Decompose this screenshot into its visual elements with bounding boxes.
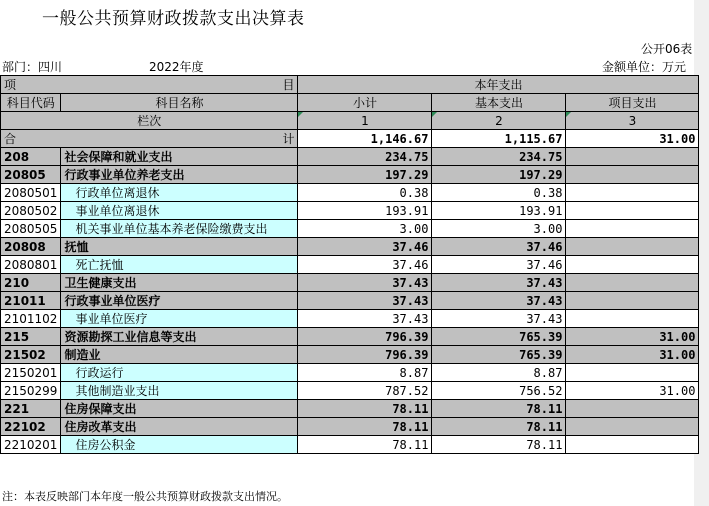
row-basic: 193.91 [432,202,566,220]
row-basic: 765.39 [432,346,566,364]
row-project [566,148,699,166]
row-code: 22102 [1,418,61,436]
table-row [1,274,699,292]
row-basic: 37.46 [432,238,566,256]
table-row [1,400,699,418]
table-row [1,328,699,346]
row-subtotal: 37.43 [298,274,432,292]
row-project [566,400,699,418]
row-code: 2080505 [1,220,61,238]
name-header: 科目名称 [61,94,298,112]
row-subtotal: 234.75 [298,148,432,166]
table-row [1,202,699,220]
table-row [1,418,699,436]
project-header: 项目支出 [566,94,699,112]
table-row [1,436,699,454]
row-project: 31.00 [566,382,699,400]
table-row [1,166,699,184]
col-no-label: 栏次 [1,112,298,130]
row-name: 住房公积金 [61,436,298,454]
row-basic: 37.43 [432,274,566,292]
row-subtotal: 78.11 [298,400,432,418]
row-project [566,220,699,238]
row-basic: 78.11 [432,436,566,454]
row-project [566,256,699,274]
row-project: 31.00 [566,328,699,346]
row-subtotal: 796.39 [298,346,432,364]
row-subtotal: 37.46 [298,256,432,274]
row-subtotal: 8.87 [298,364,432,382]
department-label: 部门：四川 [2,60,63,74]
basic-header: 基本支出 [432,94,566,112]
row-project [566,274,699,292]
item-header [1,76,298,94]
row-subtotal: 0.38 [298,184,432,202]
table-row [1,292,699,310]
row-project [566,238,699,256]
row-subtotal: 787.52 [298,382,432,400]
row-code: 2210201 [1,436,61,454]
row-name: 制造业 [61,346,298,364]
total-subtotal: 1,146.67 [298,130,432,148]
row-basic: 756.52 [432,382,566,400]
row-name: 行政运行 [61,364,298,382]
row-subtotal: 197.29 [298,166,432,184]
row-project [566,184,699,202]
col-no-1: 1 [298,112,432,130]
row-project [566,310,699,328]
row-project [566,364,699,382]
row-name: 抚恤 [61,238,298,256]
row-name: 资源勘探工业信息等支出 [61,328,298,346]
row-code: 210 [1,274,61,292]
row-code: 2080501 [1,184,61,202]
unit-label: 金额单位：万元 [602,60,687,74]
row-subtotal: 796.39 [298,328,432,346]
current-year-header: 本年支出 [298,76,699,94]
col-no-2: 2 [432,112,566,130]
row-project [566,418,699,436]
row-code: 208 [1,148,61,166]
total-label [1,130,298,148]
total-row [1,130,699,148]
table-row [1,220,699,238]
row-subtotal: 78.11 [298,418,432,436]
row-project: 31.00 [566,346,699,364]
table-row [1,346,699,364]
row-subtotal: 37.43 [298,292,432,310]
row-name: 社会保障和就业支出 [61,148,298,166]
header-row-1 [1,76,699,94]
row-subtotal: 193.91 [298,202,432,220]
row-basic: 197.29 [432,166,566,184]
row-basic: 78.11 [432,400,566,418]
row-basic: 37.46 [432,256,566,274]
table-row [1,256,699,274]
subtotal-header: 小计 [298,94,432,112]
row-name: 卫生健康支出 [61,274,298,292]
row-basic: 8.87 [432,364,566,382]
row-subtotal: 37.43 [298,310,432,328]
table-row [1,310,699,328]
row-code: 215 [1,328,61,346]
row-code: 21502 [1,346,61,364]
expenditure-table [0,75,699,454]
row-project [566,166,699,184]
table-row [1,148,699,166]
row-basic: 0.38 [432,184,566,202]
total-basic: 1,115.67 [432,130,566,148]
row-basic: 37.43 [432,310,566,328]
table-row [1,184,699,202]
col-no-3: 3 [566,112,699,130]
row-subtotal: 78.11 [298,436,432,454]
row-basic: 37.43 [432,292,566,310]
row-code: 20808 [1,238,61,256]
row-name: 死亡抚恤 [61,256,298,274]
header-row-2 [1,94,699,112]
row-code: 2150299 [1,382,61,400]
total-label-right: 计 [282,131,295,146]
column-number-row [1,112,699,130]
row-code: 221 [1,400,61,418]
row-subtotal: 3.00 [298,220,432,238]
row-name: 事业单位医疗 [61,310,298,328]
row-code: 21011 [1,292,61,310]
row-name: 住房改革支出 [61,418,298,436]
row-name: 行政事业单位养老支出 [61,166,298,184]
row-code: 20805 [1,166,61,184]
row-code: 2080502 [1,202,61,220]
total-label-left: 合 [4,131,17,146]
total-project: 31.00 [566,130,699,148]
row-name: 行政事业单位医疗 [61,292,298,310]
page-title: 一般公共预算财政拨款支出决算表 [42,9,305,29]
row-name: 住房保障支出 [61,400,298,418]
row-basic: 78.11 [432,418,566,436]
footnote: 注：本表反映部门本年度一般公共预算财政拨款支出情况。 [2,490,288,503]
table-row [1,364,699,382]
item-header-right: 目 [282,77,295,92]
row-basic: 3.00 [432,220,566,238]
row-code: 2080801 [1,256,61,274]
row-name: 行政单位离退休 [61,184,298,202]
row-name: 事业单位离退休 [61,202,298,220]
fiscal-year: 2022年度 [149,60,204,74]
table-row [1,238,699,256]
row-name: 其他制造业支出 [61,382,298,400]
row-name: 机关事业单位基本养老保险缴费支出 [61,220,298,238]
row-project [566,202,699,220]
row-project [566,292,699,310]
row-basic: 234.75 [432,148,566,166]
code-header: 科目代码 [1,94,61,112]
row-project [566,436,699,454]
row-basic: 765.39 [432,328,566,346]
form-number: 公开06表 [641,42,693,56]
row-code: 2150201 [1,364,61,382]
row-code: 2101102 [1,310,61,328]
row-subtotal: 37.46 [298,238,432,256]
item-header-left: 项 [4,77,17,92]
table-row [1,382,699,400]
